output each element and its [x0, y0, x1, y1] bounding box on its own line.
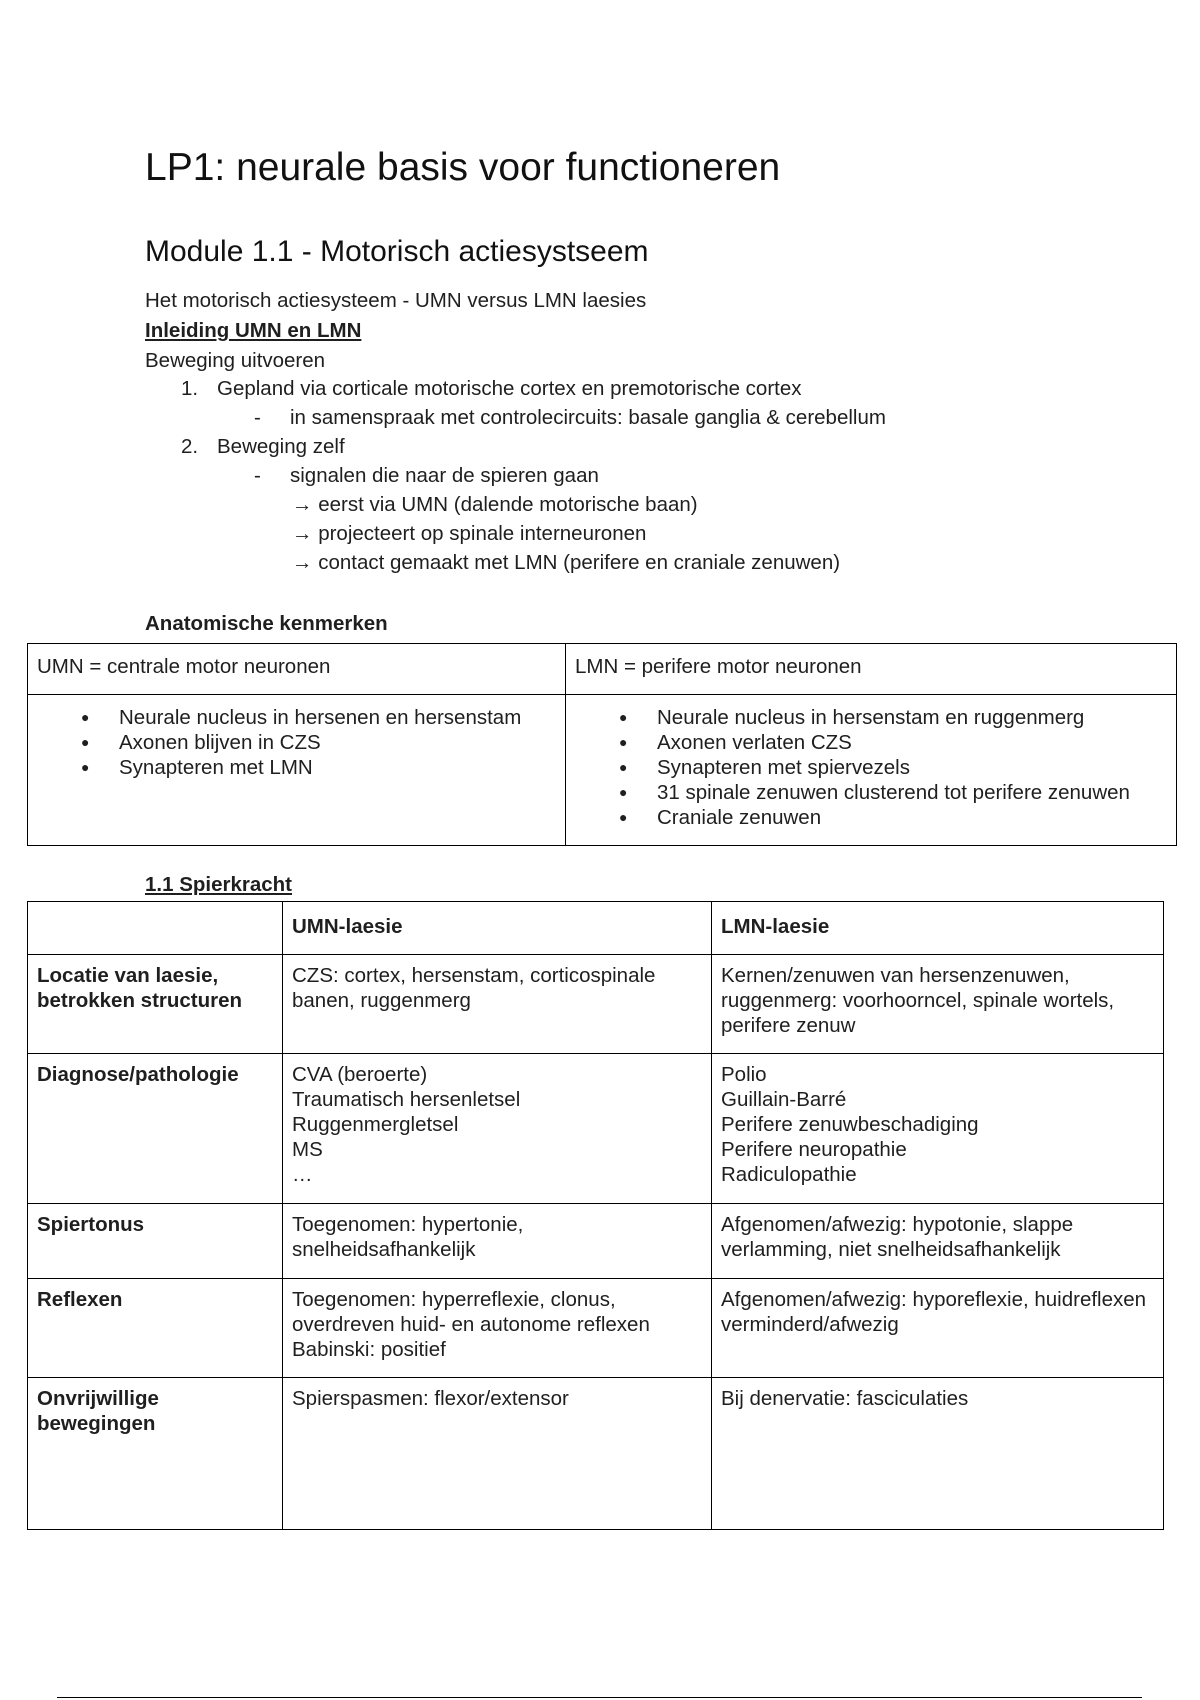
cell-line: Toegenomen: hyperreflexie, clonus, overdreven huid- en autonome reflexen	[292, 1288, 650, 1336]
intro-line: Beweging uitvoeren	[145, 349, 326, 372]
lmn-cell	[712, 1378, 1164, 1530]
table-header-cell: UMN = centrale motor neuronen	[28, 644, 566, 695]
cell-line: Spierspasmen: flexor/extensor	[292, 1387, 569, 1410]
cell-line: CVA (beroerte)	[292, 1063, 428, 1086]
umn-cell	[283, 1204, 712, 1279]
cell-line: Ruggenmergletsel	[292, 1113, 459, 1136]
cell-line: Afgenomen/afwezig: hyporeflexie, huidreflexen verminderd/afwezig	[721, 1288, 1147, 1336]
cell-line: Afgenomen/afwezig: hypotonie, slappe verlamming, niet snelheidsafhankelijk	[721, 1213, 1074, 1261]
cell-line: Radiculopathie	[721, 1163, 857, 1186]
cell-line: Toegenomen: hypertonie, snelheidsafhankelijk	[292, 1213, 524, 1261]
table-row	[28, 955, 1164, 1054]
anatomy-table	[27, 643, 1177, 846]
list-item: ● Neurale nucleus in hersenen en hersenstam	[119, 705, 556, 730]
umn-cell	[283, 1279, 712, 1378]
cell-line: Bij denervatie: fasciculaties	[721, 1387, 969, 1410]
strength-table	[27, 901, 1164, 1530]
list-item: ● Craniale zenuwen	[657, 805, 1167, 830]
table-row	[28, 644, 1177, 695]
umn-features-list	[37, 705, 556, 780]
cell-line: CZS: cortex, hersenstam, corticospinale banen, ruggenmerg	[292, 964, 656, 1012]
list-item-marker: 1.	[181, 377, 199, 400]
list-item: ● Axonen blijven in CZS	[119, 730, 556, 755]
cell-line: Kernen/zenuwen van hersenzenuwen, ruggenmerg: voorhoorncel, spinale wortels, perifere zenuw	[721, 964, 1115, 1037]
umn-cell	[283, 955, 712, 1054]
page-title: LP1: neurale basis voor functioneren	[145, 146, 781, 189]
list-item: ● Neurale nucleus in hersenstam en ruggenmerg	[657, 705, 1167, 730]
umn-cell	[283, 1378, 712, 1530]
sub-item: in samenspraak met controlecircuits: basale ganglia & cerebellum	[290, 406, 886, 429]
cell-line: Perifere zenuwbeschadiging	[721, 1113, 979, 1136]
module-heading: Module 1.1 - Motorisch actiesystseem	[145, 235, 649, 268]
umn-cell	[283, 1054, 712, 1204]
table-row	[28, 695, 1177, 846]
table-row	[28, 1054, 1164, 1204]
intro-heading: Inleiding UMN en LMN	[145, 319, 362, 342]
table-row	[28, 1378, 1164, 1530]
cell-line: Babinski: positief	[292, 1338, 446, 1361]
list-item: ● Axonen verlaten CZS	[657, 730, 1167, 755]
table-header-cell: LMN-laesie	[712, 902, 1164, 955]
list-item-marker: 2.	[181, 435, 199, 458]
row-label: Spiertonus	[28, 1204, 283, 1279]
list-item: Gepland via corticale motorische cortex en premotorische cortex	[217, 377, 802, 400]
cell-line: Perifere neuropathie	[721, 1138, 907, 1161]
table-row	[28, 1279, 1164, 1378]
list-item: Beweging zelf	[217, 435, 345, 458]
table-header-cell	[28, 902, 283, 955]
table-header-cell: UMN-laesie	[283, 902, 712, 955]
sub-item: signalen die naar de spieren gaan	[290, 464, 599, 487]
cell-line: MS	[292, 1138, 323, 1161]
table-row	[28, 902, 1164, 955]
row-label: Reflexen	[28, 1279, 283, 1378]
row-label: Diagnose/pathologie	[28, 1054, 283, 1204]
arrow-line: → eerst via UMN (dalende motorische baan)	[292, 493, 698, 516]
lmn-cell	[712, 1279, 1164, 1378]
strength-heading: 1.1 Spierkracht	[145, 873, 292, 896]
anatomy-heading: Anatomische kenmerken	[145, 612, 388, 635]
list-item: ● Synapteren met LMN	[119, 755, 556, 780]
lmn-features-list	[575, 705, 1167, 830]
table-row	[28, 1204, 1164, 1279]
lmn-cell	[712, 1054, 1164, 1204]
subtitle: Het motorisch actiesysteem - UMN versus LMN laesies	[145, 289, 647, 312]
lmn-cell	[712, 1204, 1164, 1279]
arrow-line: → projecteert op spinale interneuronen	[292, 522, 647, 545]
cell-line: Guillain-Barré	[721, 1088, 847, 1111]
footer-divider	[57, 1697, 1142, 1698]
list-item: ● Synapteren met spiervezels	[657, 755, 1167, 780]
cell-line: Traumatisch hersenletsel	[292, 1088, 521, 1111]
row-label: Locatie van laesie, betrokken structuren	[28, 955, 283, 1054]
cell-line: Polio	[721, 1063, 767, 1086]
sub-item-marker: -	[254, 406, 261, 429]
arrow-line: → contact gemaakt met LMN (perifere en craniale zenuwen)	[292, 551, 841, 574]
lmn-features-cell	[566, 695, 1177, 846]
lmn-cell	[712, 955, 1164, 1054]
list-item: ● 31 spinale zenuwen clusterend tot perifere zenuwen	[657, 780, 1167, 805]
row-label: Onvrijwillige bewegingen	[28, 1378, 283, 1530]
table-header-cell: LMN = perifere motor neuronen	[566, 644, 1177, 695]
umn-features-cell	[28, 695, 566, 846]
sub-item-marker: -	[254, 464, 261, 487]
cell-line: …	[292, 1163, 313, 1186]
